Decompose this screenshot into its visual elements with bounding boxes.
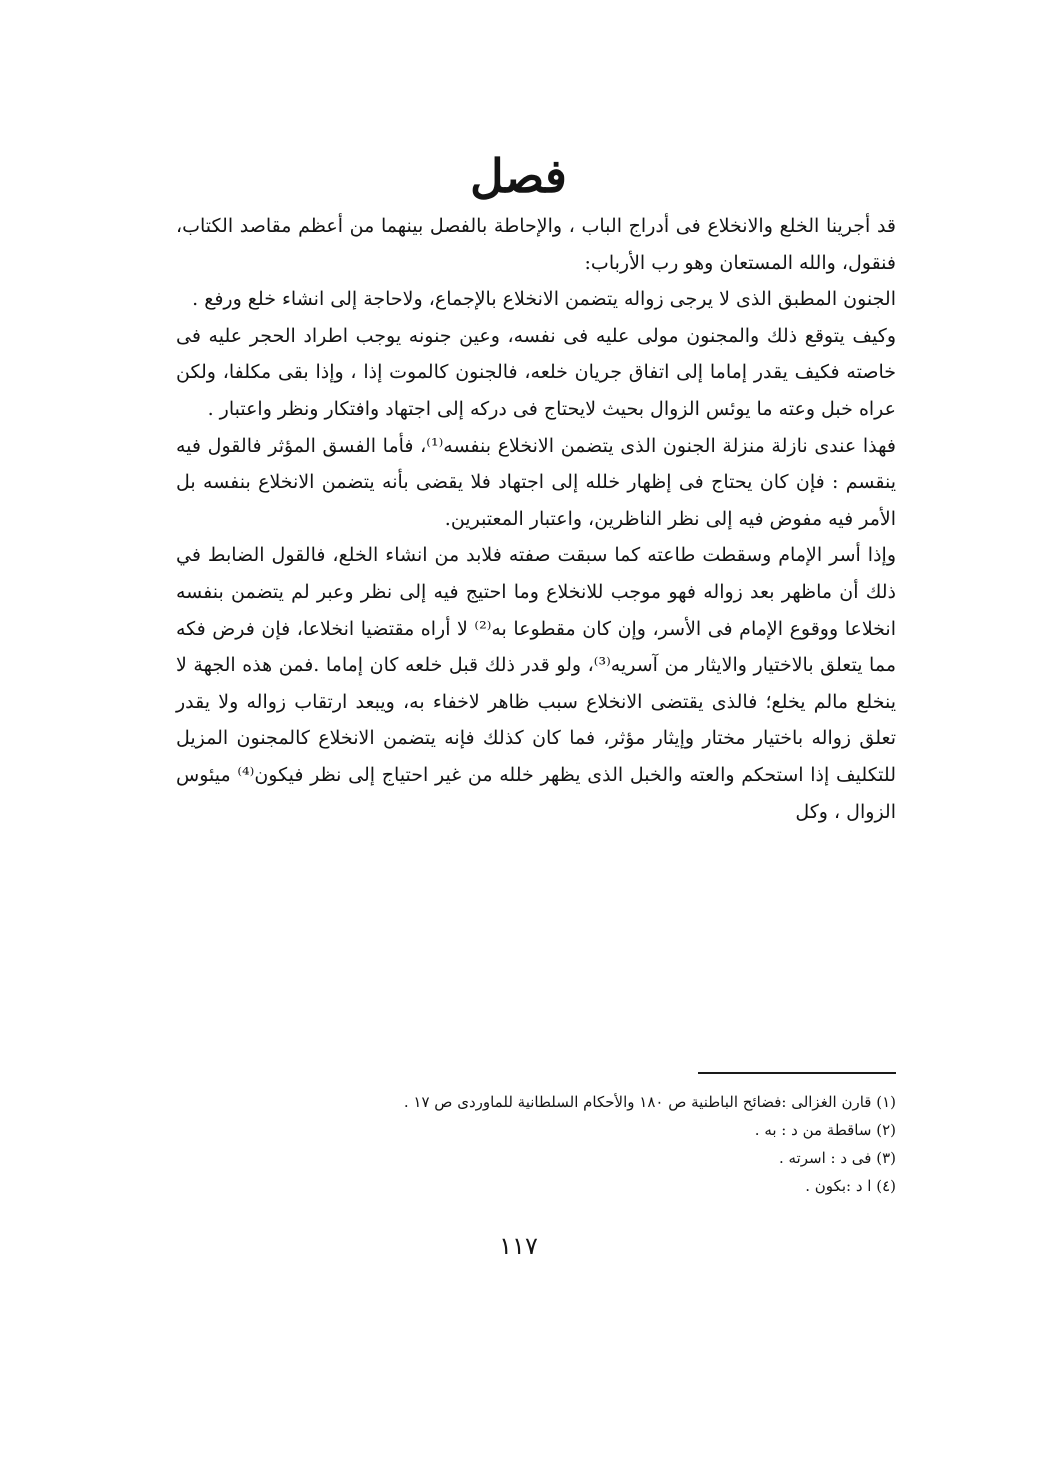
paragraph: وكيف يتوقع ذلك والمجنون مولى عليه فى نفسه، وعين جنونه يوجب اطراد الحجر عليه فى خاصته فكيف يقدر إماما إلى اتفاق جريان خلعه، فالجنون كالموت إذا ، وإذا بقى مكلفا، ولكن عراه خبل وعته ما يوئس الزوال بحيث لايحتاج فى دركه إلى اجتهاد وافتكار ونظر واعتبار . bbox=[176, 324, 896, 420]
paragraph: وإذا أسر الإمام وسقطت طاعته كما سبقت صفته فلابد من انشاء الخلع، فالقول الضابط في ذلك أن ماظهر بعد زواله فهو موجب للانخلاع وما احتيج فيه إلى نظر وعبر لم يتضمن بنفسه انخلاعا ووقوع الإمام فى الأسر، وإن كان مقطوعا به⁽²⁾ لا أراه مقتضيا انخلاعا، فإن فرض فكه مما يتعلق بالاختيار والايثار من آسريه⁽³⁾، ولو قدر ذلك قبل خلعه كان إماما .فمن هذه الجهة لا ينخلع مالم يخلع؛ فالذى يقتضى الانخلاع سبب ظاهر لاخفاء به، ويبعد ارتقاب زواله ولا يقدر تعلق زواله باختيار مختار وإيثار مؤثر، فما كان كذلك فإنه يتضمن الانخلاع كالمجنون المزيل للتكليف إذا استحكم والعته والخبل الذى يظهر خلله من غير احتياج إلى نظر فيكون⁽⁴⁾ ميئوس الزوال ، وكل bbox=[176, 544, 896, 823]
footnote: (٢) ساقطة من د : به . bbox=[754, 1121, 896, 1139]
paragraph: قد أجرينا الخلع والانخلاع فى أدراج الباب ، والإحاطة بالفصل بينهما من أعظم مقاصد الكتاب، فنقول، والله المستعان وهو رب الأرباب: bbox=[176, 215, 896, 274]
paragraph: الجنون المطبق الذى لا يرجى زواله يتضمن الانخلاع بالإجماع، ولاحاجة إلى انشاء خلع ورفع . bbox=[192, 288, 896, 311]
paragraph: فهذا عندى نازلة منزلة الجنون الذى يتضمن الانخلاع بنفسه⁽¹⁾، فأما الفسق المؤثر فالقول فيه ينقسم : فإن كان يحتاج فى إظهار خلله إلى اجتهاد فلا يقضى بأنه يتضمن الانخلاع بنفسه بل الأمر فيه مفوض فيه إلى نظر الناظرين، واعتبار المعتبرين. bbox=[176, 434, 896, 530]
footnote: (٣) فى د : اسرته . bbox=[778, 1149, 896, 1167]
footnote: (١) قارن الغزالى :فضائح الباطنية ص ١٨٠ والأحكام السلطانية للماوردى ص ١٧ . bbox=[403, 1093, 896, 1111]
footnote: (٤) ا د :بكون . bbox=[805, 1177, 896, 1195]
footnote-divider bbox=[698, 1072, 896, 1074]
footnotes bbox=[176, 1088, 896, 1200]
body-text bbox=[176, 208, 896, 830]
section-heading: فصل bbox=[470, 149, 567, 203]
page-number: ١١٧ bbox=[499, 1232, 538, 1260]
